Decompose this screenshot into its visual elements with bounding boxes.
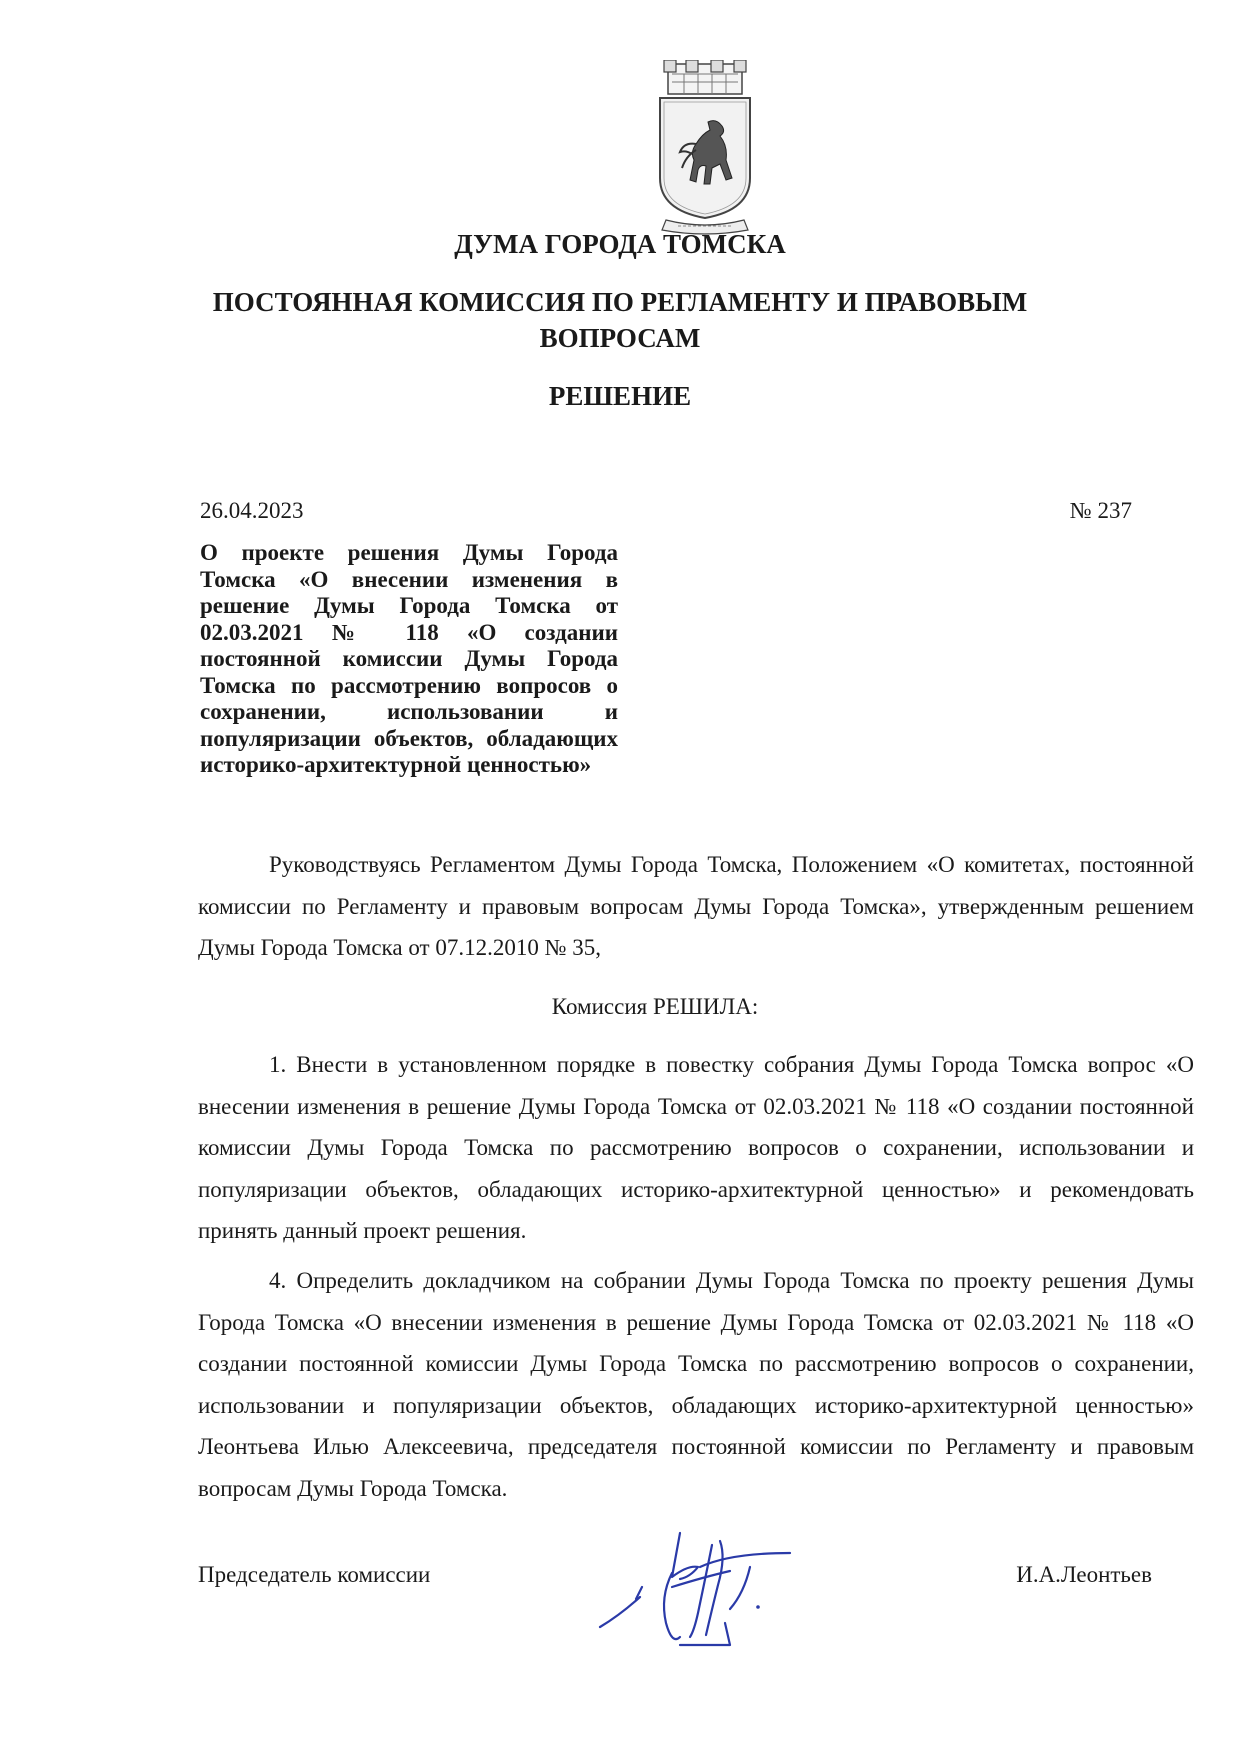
handwritten-signature-icon — [580, 1505, 820, 1655]
paragraph-resolved: Комиссия РЕШИЛА: — [551, 994, 759, 1019]
commission-title-line2: ВОПРОСАМ — [539, 323, 701, 353]
commission-title — [0, 284, 1240, 356]
tomsk-coat-of-arms-icon — [650, 60, 760, 235]
commission-title-line1: ПОСТОЯННАЯ КОМИССИЯ ПО РЕГЛАМЕНТУ И ПРАВОВЫМ — [212, 287, 1028, 317]
document-subject: О проекте решения Думы Города Томска «О внесении изменения в решение Думы Города Томска от 02.03.2021 № 118 «О создании постоянной комиссии Думы Города Томска по рассмотрению вопросов о сохранении, использовании и популяризации объектов, обладающих историко-архитектурной ценностью» — [200, 540, 618, 777]
paragraph-item-1: 1. Внести в установленном порядке в повестку собрания Думы Города Томска вопрос «О внесении изменения в решение Думы Города Томска от 02.03.2021 № 118 «О создании постоянной комиссии Думы Города Томска по рассмотрению вопросов о сохранении, использовании и популяризации объектов, обладающих историко-архитектурной ценностью» и рекомендовать принять данный проект решения. — [198, 1052, 1194, 1243]
paragraph-item-4: 4. Определить докладчиком на собрании Думы Города Томска по проекту решения Думы Города Томска «О внесении изменения в решение Думы Города Томска от 02.03.2021 № 118 «О создании постоянной комиссии Думы Города Томска по рассмотрению вопросов о сохранении, использовании и популяризации объектов, обладающих историко-архитектурной ценностью» Леонтьева Илью Алексеевича, председателя постоянной комиссии по Регламенту и правовым вопросам Думы Города Томска. — [198, 1268, 1194, 1501]
signatory-name: И.А.Леонтьев — [1016, 1562, 1152, 1587]
institution-title: ДУМА ГОРОДА ТОМСКА — [454, 229, 786, 259]
document-number: № 237 — [1069, 498, 1132, 523]
document-type-title: РЕШЕНИЕ — [548, 381, 692, 411]
signatory-title: Председатель комиссии — [198, 1562, 431, 1587]
document-date: 26.04.2023 — [200, 498, 304, 523]
paragraph-guided-by: Руководствуясь Регламентом Думы Города Томска, Положением «О комитетах, постоянной комиссии по Регламенту и правовым вопросам Думы Города Томска», утвержденным решением Думы Города Томска от 07.12.2010 № 35, — [198, 852, 1194, 960]
